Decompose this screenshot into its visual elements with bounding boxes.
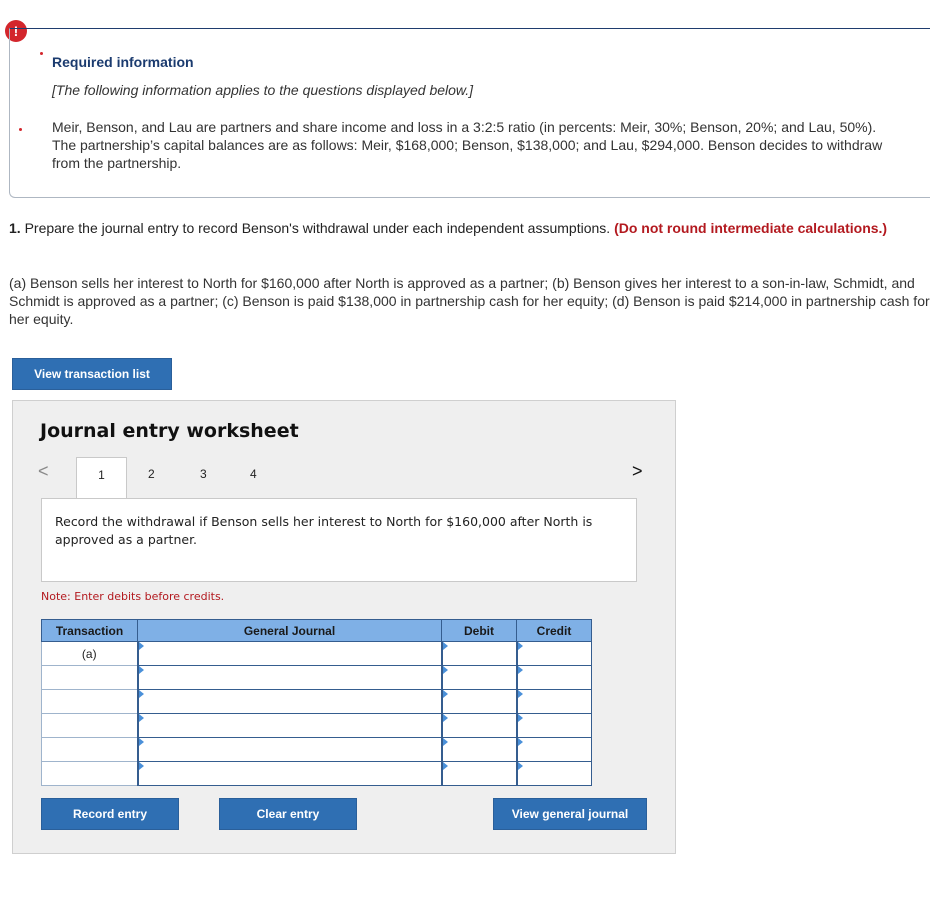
account-input[interactable] [138, 666, 442, 690]
question-text [9, 219, 909, 237]
credit-input[interactable] [517, 666, 592, 690]
transaction-cell [42, 714, 138, 738]
next-arrow-icon[interactable]: > [632, 461, 643, 481]
clear-entry-button[interactable]: Clear entry [219, 798, 357, 830]
transaction-cell [42, 690, 138, 714]
alert-icon: ! [5, 20, 27, 42]
tab-4[interactable]: 4 [250, 467, 257, 481]
journal-row [42, 690, 592, 714]
debit-input[interactable] [442, 762, 517, 786]
transaction-cell [42, 762, 138, 786]
required-info-title: Required information [52, 54, 194, 70]
credit-input[interactable] [517, 642, 592, 666]
credit-input[interactable] [517, 762, 592, 786]
journal-row [42, 762, 592, 786]
credit-input[interactable] [517, 714, 592, 738]
record-entry-button[interactable]: Record entry [41, 798, 179, 830]
view-transaction-list-button[interactable]: View transaction list [12, 358, 172, 390]
journal-row [42, 666, 592, 690]
journal-row [42, 714, 592, 738]
account-input[interactable] [138, 738, 442, 762]
tab-1[interactable]: 1 [76, 457, 127, 499]
debit-input[interactable] [442, 666, 517, 690]
tab-2[interactable]: 2 [148, 467, 155, 481]
credit-header: Credit [517, 620, 592, 642]
credit-input[interactable] [517, 690, 592, 714]
journal-table [41, 619, 592, 786]
credit-input[interactable] [517, 738, 592, 762]
transaction-header: Transaction [42, 620, 138, 642]
worksheet-title: Journal entry worksheet [40, 420, 299, 442]
debit-input[interactable] [442, 642, 517, 666]
entry-description: Record the withdrawal if Benson sells her interest to North for $160,000 after North is approved as a partner. [41, 498, 637, 582]
question-emphasis: (Do not round intermediate calculations.) [614, 220, 888, 236]
question-prompt: Prepare the journal entry to record Benson's withdrawal under each independent assumptions. [24, 220, 611, 236]
debit-input[interactable] [442, 690, 517, 714]
prev-arrow-icon[interactable]: < [38, 461, 49, 481]
account-input[interactable] [138, 714, 442, 738]
debit-header: Debit [442, 620, 517, 642]
question-number: 1. [9, 220, 21, 236]
transaction-cell [42, 666, 138, 690]
debit-input[interactable] [442, 714, 517, 738]
required-info-subtitle: [The following information applies to the questions displayed below.] [52, 82, 474, 98]
journal-row [42, 642, 592, 666]
account-input[interactable] [138, 642, 442, 666]
tab-3[interactable]: 3 [200, 467, 207, 481]
question-assumptions: (a) Benson sells her interest to North for $160,000 after North is approved as a partner; (b) Benson gives her interest to a son-in-law, Schmidt, and Schmidt is approved as a partner; (c) Benson is paid $138,000 in partnership cash for her equity; (d) Benson is paid $214,000 in partnership cash for her equity. [9, 275, 930, 327]
account-input[interactable] [138, 690, 442, 714]
required-info-body: Meir, Benson, and Lau are partners and share income and loss in a 3:2:5 ratio (in percents: Meir, 30%; Benson, 20%; and Lau, 50%). The partnership’s capital balances are as follows: Meir, $168,000; Benson, $138,000; and Lau, $294,000. Benson decides to withdraw from the partnership. [52, 119, 883, 171]
view-general-journal-button[interactable]: View general journal [493, 798, 647, 830]
entry-note: Note: Enter debits before credits. [41, 590, 225, 603]
debit-input[interactable] [442, 738, 517, 762]
transaction-cell: (a) [42, 642, 138, 666]
account-input[interactable] [138, 762, 442, 786]
journal-row [42, 738, 592, 762]
transaction-cell [42, 738, 138, 762]
general-journal-header: General Journal [138, 620, 442, 642]
